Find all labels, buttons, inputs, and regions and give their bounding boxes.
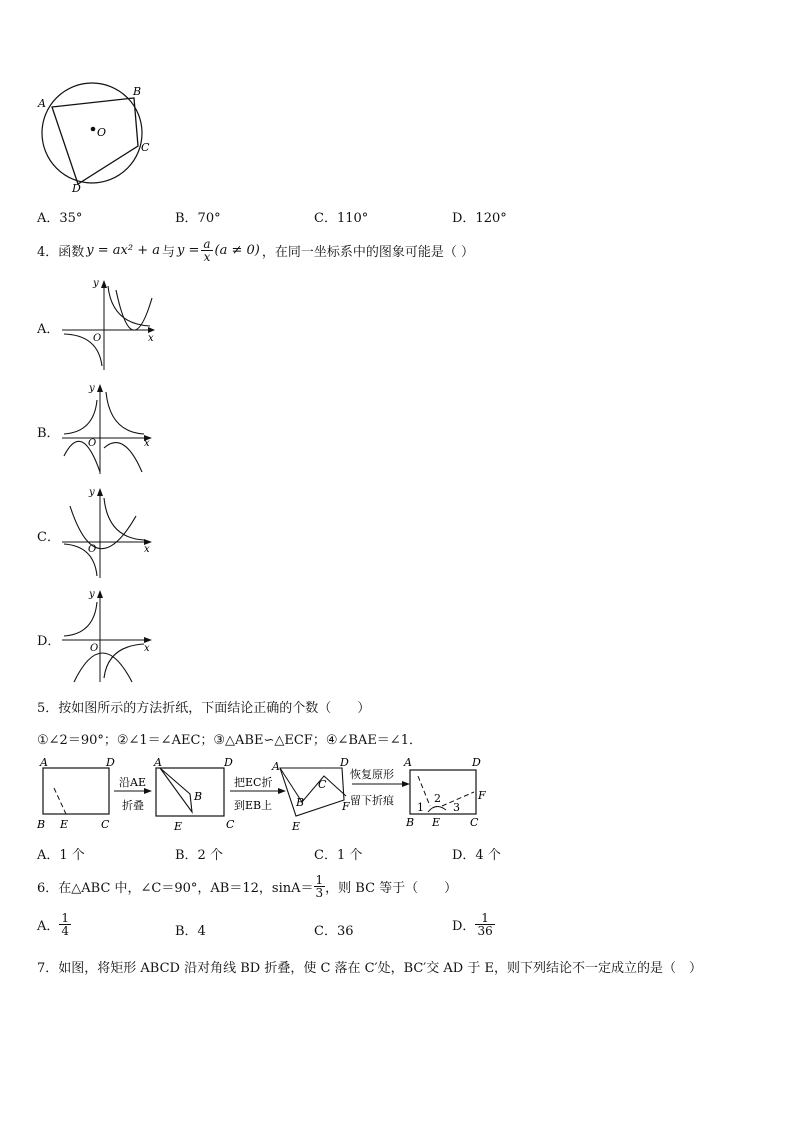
q5-step2-label-a: 把EC折 xyxy=(234,776,273,789)
svg-text:A: A xyxy=(40,756,48,769)
svg-text:x: x xyxy=(144,544,150,555)
svg-text:B: B xyxy=(296,796,305,809)
q3-option-a: A．35° xyxy=(37,211,83,226)
q5-option-c: C．1 个 xyxy=(314,848,363,863)
q5-option-b: B．2 个 xyxy=(175,848,223,863)
svg-text:y: y xyxy=(89,589,95,600)
q5-step1-label-b: 折叠 xyxy=(122,799,144,812)
svg-text:O: O xyxy=(90,643,99,654)
q5-step1-label-a: 沿AE xyxy=(119,776,146,789)
svg-text:O: O xyxy=(88,438,97,449)
q5-stem: 5．按如图所示的方法折纸，下面结论正确的个数（ ） xyxy=(37,701,371,716)
svg-text:B: B xyxy=(194,790,203,803)
q5-step2-label-b: 到EB上 xyxy=(234,799,273,812)
q4-option-b-label: B． xyxy=(37,426,60,441)
svg-text:C: C xyxy=(101,818,110,831)
q4-eq1: y = ax² + a xyxy=(86,243,160,258)
svg-text:A: A xyxy=(272,760,280,773)
q5-step3-label-b: 留下折痕 xyxy=(350,794,394,807)
q4-option-c-label: C． xyxy=(37,530,60,545)
svg-text:A: A xyxy=(154,756,162,769)
point-b-label: B xyxy=(133,85,142,98)
q5-folding-diagram xyxy=(34,754,494,834)
point-a-label: A xyxy=(38,97,46,110)
svg-text:O: O xyxy=(93,333,102,344)
svg-text:C: C xyxy=(318,778,327,791)
q6-stem-a: 6．在△ABC 中，∠C＝90°，AB＝12，sinA＝ xyxy=(37,881,314,896)
svg-text:C: C xyxy=(470,816,479,829)
q4-graph-b xyxy=(60,382,160,478)
q5-option-a: A．1 个 xyxy=(37,848,85,863)
q4-suffix: ，在同一坐标系中的图象可能是（ ） xyxy=(261,245,474,260)
q6-option-d: D． $\frac{1}{36}$ xyxy=(452,911,493,938)
q7-stem: 7．如图，将矩形 ABCD 沿对角线 BD 折叠，使 C 落在 C′处，BC′交 AD 于 E，则下列结论不一定成立的是（ ） xyxy=(37,961,702,976)
circle-quadrilateral-figure xyxy=(30,80,160,195)
q4-graph-c xyxy=(60,486,160,582)
center-o-label: O xyxy=(97,126,107,139)
svg-text:D: D xyxy=(340,756,349,769)
q3-option-d: D．120° xyxy=(452,211,507,226)
svg-text:1: 1 xyxy=(417,801,424,814)
svg-text:y: y xyxy=(89,487,95,498)
q6-sin-fraction: $\frac{1}{3}$ xyxy=(315,873,324,900)
svg-text:D: D xyxy=(224,756,233,769)
svg-text:2: 2 xyxy=(434,792,441,805)
q4-graph-a xyxy=(60,278,160,374)
svg-text:B: B xyxy=(406,816,415,829)
svg-text:x: x xyxy=(144,643,150,654)
q5-option-d: D．4 个 xyxy=(452,848,501,863)
svg-text:3: 3 xyxy=(453,801,460,814)
svg-text:F: F xyxy=(342,800,350,813)
svg-text:D: D xyxy=(106,756,115,769)
svg-text:E: E xyxy=(432,816,441,829)
svg-text:F: F xyxy=(478,789,486,802)
svg-text:D: D xyxy=(472,756,481,769)
svg-text:E: E xyxy=(60,818,69,831)
svg-text:B: B xyxy=(37,818,46,831)
svg-text:O: O xyxy=(88,544,97,555)
q4-mid: 与 xyxy=(161,245,175,260)
q4-graph-d xyxy=(60,588,160,686)
q6-stem xyxy=(37,874,457,899)
svg-text:x: x xyxy=(144,438,150,449)
svg-text:E: E xyxy=(292,820,301,833)
q4-eq2-condition: (a ≠ 0) xyxy=(214,243,260,258)
q4-prefix: 4．函数 xyxy=(37,245,85,260)
q6-stem-b: ，则 BC 等于（ ） xyxy=(325,881,458,896)
svg-text:E: E xyxy=(174,820,183,833)
point-d-label: D xyxy=(72,182,81,195)
q4-option-d-label: D． xyxy=(37,634,61,649)
q4-option-a-label: A． xyxy=(37,322,60,337)
q5-step3-label-a: 恢复原形 xyxy=(350,768,394,781)
q4-eq2-fraction: $\frac{a}{x}$ xyxy=(203,237,211,264)
point-c-label: C xyxy=(141,141,150,154)
q4-stem xyxy=(37,238,474,263)
q6-option-b: B．4 xyxy=(175,924,206,939)
q5-conclusions: ①∠2＝90°；②∠1＝∠AEC；③△ABE∽△ECF；④∠BAE＝∠1． xyxy=(37,733,422,748)
svg-text:x: x xyxy=(148,333,154,344)
q4-eq2-left: y = xyxy=(177,243,200,258)
q6-option-a: A． $\frac{1}{4}$ xyxy=(37,911,70,938)
svg-text:y: y xyxy=(93,278,99,289)
svg-text:C: C xyxy=(226,818,235,831)
svg-text:A: A xyxy=(404,756,412,769)
q3-option-c: C．110° xyxy=(314,211,369,226)
svg-text:y: y xyxy=(89,383,95,394)
q3-option-b: B．70° xyxy=(175,211,221,226)
q6-option-c: C．36 xyxy=(314,924,354,939)
